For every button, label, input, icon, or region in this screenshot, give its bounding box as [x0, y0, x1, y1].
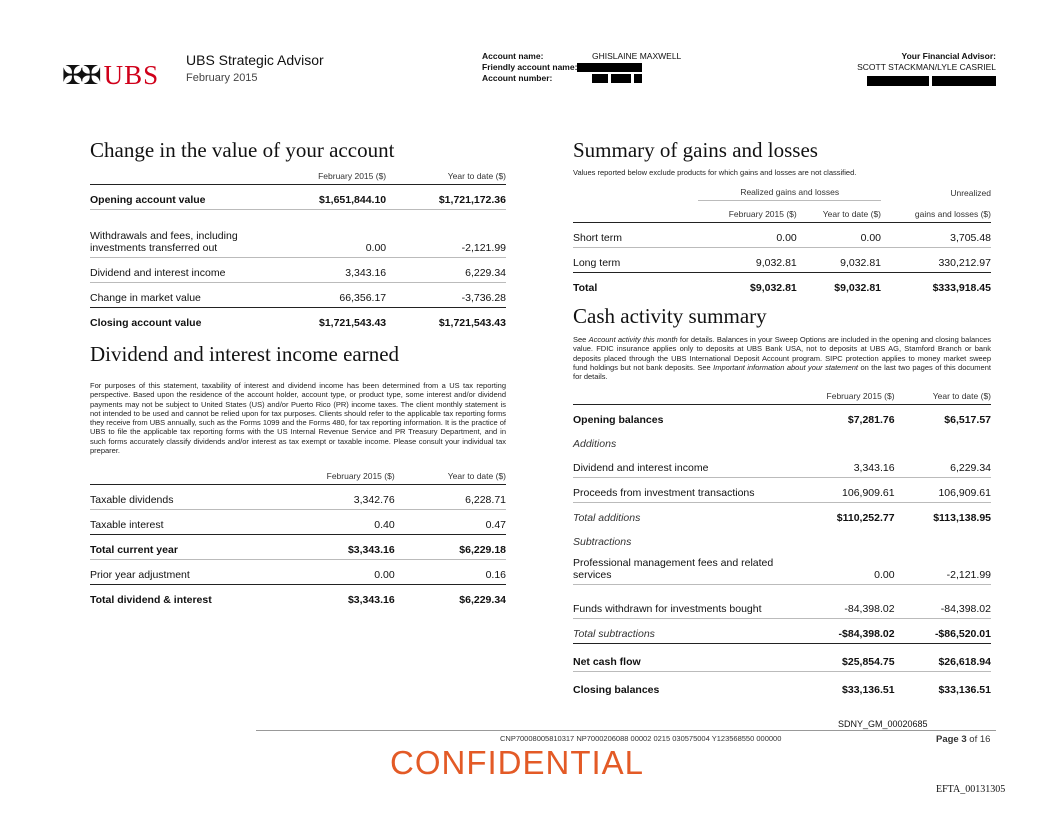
table-cell: Short term [573, 223, 698, 248]
gains-section [573, 138, 991, 297]
table-cell: Total subtractions [573, 619, 782, 644]
redaction-bar [932, 76, 996, 86]
table-row [573, 644, 991, 672]
table-cell: Professional management fees and related services [573, 551, 782, 585]
account-name-label: Account name: [482, 51, 544, 61]
table-cell: Opening balances [573, 414, 664, 427]
document-code: CNP70008005810317 NP7000206088 00002 0215 030575004 Y123568550 000000 [500, 734, 782, 743]
advisor-label: Your Financial Advisor: [901, 51, 996, 61]
table-cell: $26,618.94 [895, 644, 991, 672]
table-cell: $6,229.34 [459, 594, 506, 607]
table-cell: 6,229.34 [386, 258, 506, 283]
account-name: GHISLAINE MAXWELL [592, 51, 682, 61]
table-row [90, 283, 506, 308]
table-cell: -3,736.28 [386, 283, 506, 308]
col-header: February 2015 ($) [782, 383, 895, 405]
col-header: February 2015 ($) [265, 463, 395, 485]
redaction-bar [867, 76, 929, 86]
table-cell: 9,032.81 [797, 248, 881, 273]
table-row [90, 485, 506, 510]
table-cell: Withdrawals and fees, including investments transferred out [90, 210, 265, 258]
efta-number: EFTA_00131305 [936, 784, 1006, 795]
table-cell: $9,032.81 [750, 282, 797, 295]
product-name: UBS Strategic Advisor [186, 52, 324, 68]
table-cell: 106,909.61 [895, 478, 991, 503]
table-cell: 0.00 [265, 210, 386, 258]
col-header: February 2015 ($) [265, 163, 386, 185]
logo-wordmark: UBS [103, 60, 160, 90]
table-row [90, 510, 506, 535]
section-title: Cash activity summary [573, 304, 767, 328]
table-cell: $3,343.16 [265, 535, 395, 560]
table-cell [573, 201, 698, 223]
col-header: Year to date ($) [797, 201, 881, 223]
change-in-value-section [90, 138, 506, 332]
advisor-info [857, 51, 996, 86]
cash-table [573, 383, 991, 699]
gains-note: Values reported below exclude products for which gains and losses are not classified. [573, 168, 857, 177]
table-cell: 330,212.97 [881, 248, 991, 273]
table-row [90, 258, 506, 283]
table-cell: Long term [573, 248, 698, 273]
product-block [186, 52, 324, 84]
table-cell [90, 463, 265, 485]
table-cell: $9,032.81 [834, 282, 881, 295]
table-row [573, 248, 991, 273]
col-header: February 2015 ($) [698, 201, 796, 223]
section-title: Change in the value of your account [90, 138, 395, 162]
table-cell [573, 383, 782, 405]
redaction-bar [592, 74, 608, 83]
table-cell: Taxable interest [90, 510, 265, 535]
table-row [90, 560, 506, 585]
section-title: Summary of gains and losses [573, 138, 818, 162]
change-table [90, 163, 506, 332]
table-cell: Total [573, 282, 598, 295]
col-header: Year to date ($) [386, 163, 506, 185]
table-cell: 0.00 [265, 560, 395, 585]
table-cell: Net cash flow [573, 644, 782, 672]
statement-period: February 2015 [186, 72, 258, 84]
table-row [90, 308, 506, 333]
table-cell: Total dividend & interest [90, 594, 212, 607]
table-row [573, 223, 991, 248]
table-cell: $333,918.45 [932, 282, 991, 295]
dividend-table [90, 463, 506, 609]
col-header: Year to date ($) [895, 383, 991, 405]
tax-note: For purposes of this statement, taxability of interest and dividend income has been determined from a US tax reporting perspective. Based upon the residence of the account holder, account type, or product type, some interest and/or dividend payments may not be subject to United States (US) and/or Puerto Rico (PR) income taxes. The client monthly statement is not intended to be used and cannot be relied upon for tax purposes. Clients should refer to the applicable tax reporting forms they receive from UBS annually, such as the Forms 1099 and the Forms 480, for tax reporting information. It is the practice of UBS to file the applicable tax reporting forms with the US Internal Revenue Service and PR Treasury Department, and in such forms accurately classify dividends and/or interest as tax exempt or taxable income. Please consult your individual tax preparer. [90, 381, 506, 456]
table-cell: $25,854.75 [782, 644, 895, 672]
table-row [573, 503, 991, 528]
table-row [573, 273, 991, 298]
table-row [90, 585, 506, 610]
cash-activity-section [573, 304, 991, 699]
table-cell: $1,651,844.10 [265, 185, 386, 210]
table-row [90, 210, 506, 258]
table-cell: $1,721,543.43 [438, 317, 506, 329]
table-cell: $113,138.95 [933, 512, 991, 525]
table-cell: $1,721,172.36 [386, 185, 506, 210]
table-cell: -2,121.99 [386, 210, 506, 258]
page-indicator: Page 3 of 16 [936, 734, 991, 745]
table-row [573, 585, 991, 619]
redaction-bar [611, 74, 631, 83]
table-cell: 3,342.76 [265, 485, 395, 510]
table-cell: 0.00 [797, 223, 881, 248]
footer-divider [256, 730, 996, 731]
table-cell: 0.16 [395, 560, 506, 585]
table-cell: 9,032.81 [698, 248, 796, 273]
gains-table [573, 179, 991, 297]
table-cell: Taxable dividends [90, 485, 265, 510]
table-cell: 66,356.17 [265, 283, 386, 308]
table-cell: 0.00 [782, 551, 895, 585]
table-cell: 0.40 [265, 510, 395, 535]
table-cell: 6,229.34 [895, 453, 991, 478]
table-cell: Subtractions [573, 536, 632, 549]
confidential-stamp: CONFIDENTIAL [390, 744, 645, 781]
table-cell: $33,136.51 [938, 684, 991, 697]
table-cell: 6,228.71 [395, 485, 506, 510]
table-cell: 0.47 [395, 510, 506, 535]
table-cell: Change in market value [90, 283, 265, 308]
table-cell: $6,517.57 [944, 414, 991, 427]
table-cell: -84,398.02 [782, 585, 895, 619]
table-cell: Total additions [573, 512, 641, 525]
account-info [482, 51, 681, 84]
ubs-logo [62, 60, 159, 91]
table-row [90, 185, 506, 210]
table-row [573, 551, 991, 585]
table-row [573, 453, 991, 478]
table-cell: Closing balances [573, 684, 660, 697]
table-cell: Closing account value [90, 317, 202, 329]
table-cell: -$86,520.01 [895, 619, 991, 644]
section-title: Dividend and interest income earned [90, 342, 400, 366]
redaction-bar [634, 74, 642, 83]
bates-number: SDNY_GM_00020685 [838, 719, 928, 729]
table-cell: -84,398.02 [895, 585, 991, 619]
table-cell: 3,343.16 [782, 453, 895, 478]
table-row [573, 405, 991, 430]
table-cell: 3,705.48 [881, 223, 991, 248]
table-cell: Total current year [90, 535, 265, 560]
table-row [573, 527, 991, 551]
col-header: gains and losses ($) [881, 201, 991, 223]
table-cell: 3,343.16 [265, 258, 386, 283]
table-row [573, 672, 991, 700]
table-cell [90, 163, 265, 185]
table-cell: Additions [573, 438, 617, 451]
table-row [573, 429, 991, 453]
table-cell: $1,721,543.43 [318, 317, 387, 329]
table-cell: 106,909.61 [782, 478, 895, 503]
table-cell: Proceeds from investment transactions [573, 478, 782, 503]
table-cell: $3,343.16 [347, 594, 395, 607]
dividend-section [90, 342, 506, 609]
table-cell: -$84,398.02 [782, 619, 895, 644]
table-cell: $6,229.18 [395, 535, 506, 560]
table-cell: Dividend and interest income [573, 453, 782, 478]
table-row [573, 478, 991, 503]
table-cell: $33,136.51 [842, 684, 895, 697]
table-cell: Prior year adjustment [90, 560, 265, 585]
table-row [90, 535, 506, 560]
keys-icon: ✠✠ [62, 60, 98, 90]
table-cell: Funds withdrawn for investments bought [573, 585, 782, 619]
advisor-name: SCOTT STACKMAN/LYLE CASRIEL [857, 62, 996, 72]
table-cell: $7,281.76 [847, 414, 895, 427]
table-row [573, 619, 991, 644]
col-header: Year to date ($) [395, 463, 506, 485]
table-cell: Dividend and interest income [90, 258, 265, 283]
unrealized-header: Unrealized [950, 187, 991, 198]
table-cell: 0.00 [698, 223, 796, 248]
table-cell: -2,121.99 [895, 551, 991, 585]
realized-header: Realized gains and losses [698, 179, 881, 201]
table-cell: Opening account value [90, 185, 265, 210]
table-cell: $110,252.77 [836, 512, 895, 525]
table-cell [573, 179, 698, 201]
account-number-label: Account number: [482, 73, 553, 83]
redaction-bar [577, 63, 642, 72]
cash-note: See Account activity this month for details. Balances in your Sweep Options are included in the opening and closing balances value. FDIC insurance applies only to deposits at UBS Bank USA, not to deposits at UBS AG, Stamford Branch or bank deposits placed through the UBS International Deposit Account program. SIPC protection applies to money market sweep fund holdings but not bank deposits. See Important information about your statement on the last two pages of this document for details. [573, 335, 991, 382]
friendly-name-label: Friendly account name: [482, 62, 578, 72]
